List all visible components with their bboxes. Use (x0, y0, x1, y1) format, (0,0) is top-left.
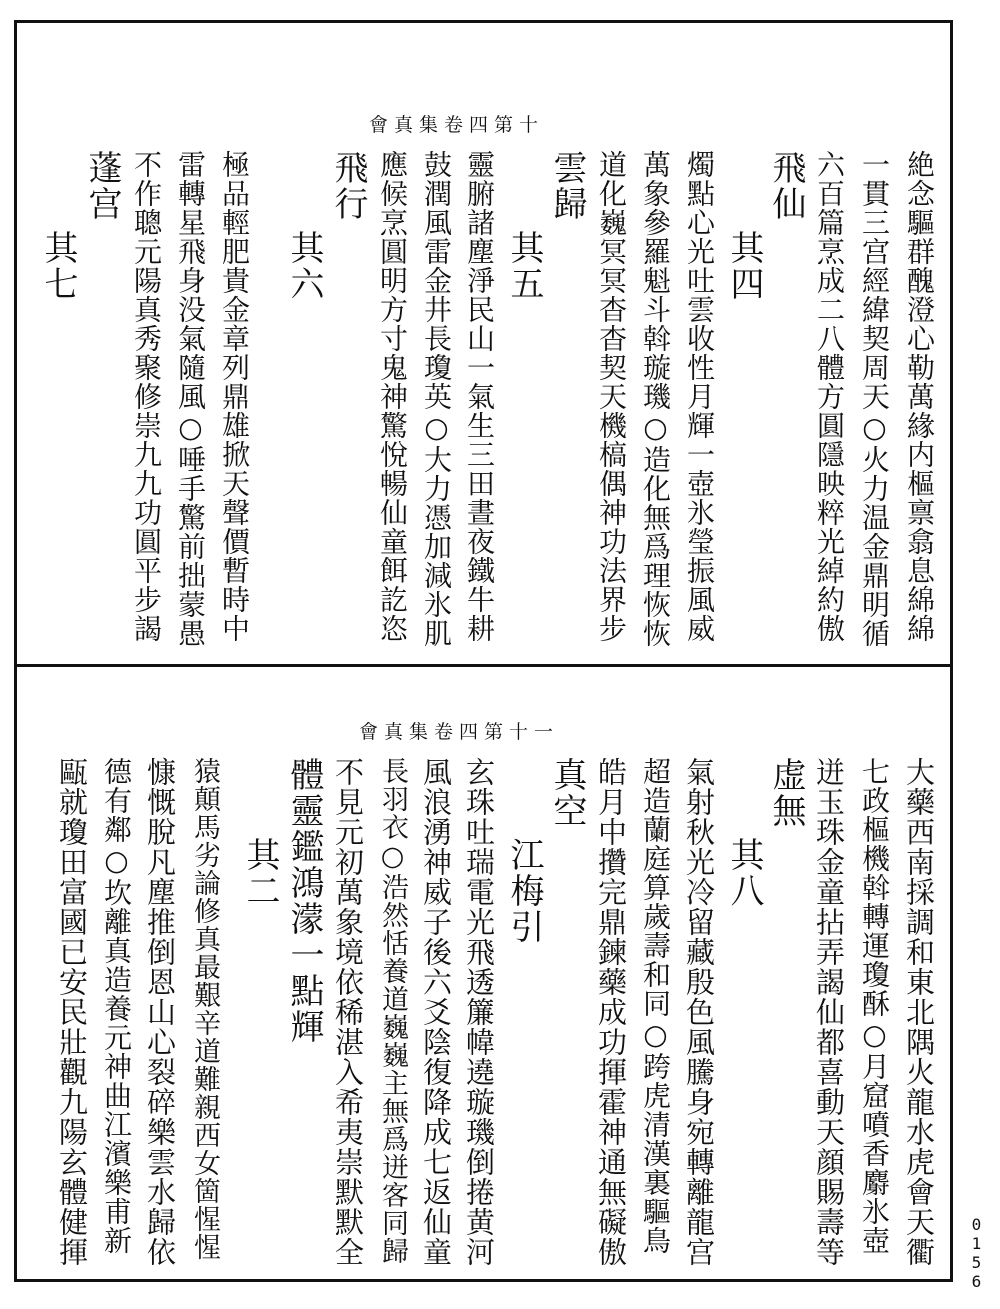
text-column: 皓月中攢完鼎鍊藥成功揮霍神通無礙傲 (594, 757, 628, 1267)
text-column: 真空 (547, 757, 587, 829)
text-column: 飛仙 (766, 150, 806, 222)
text-column: 六百篇烹成二八體方圓隱映粹光綽約傲 (813, 150, 846, 643)
text-column: 猿顛馬劣論修真最艱辛道難親西女箇惺惺 (189, 757, 220, 1261)
text-column: 大藥西南採調和東北隅火龍水虎會天衢 (902, 757, 936, 1267)
text-column: 體靈鑑鴻濛一點輝 (284, 757, 324, 1045)
text-column: 靈腑諸塵淨民山一氣生三田晝夜鐵牛耕 (463, 150, 496, 643)
text-column: 絶念驅群醜澄心勒萬緣内樞禀翕息綿綿 (903, 150, 936, 643)
section-heading: 其五 (504, 230, 544, 302)
text-column: 燭點心光吐雲收性月輝一壺氷瑩振風威 (683, 150, 716, 643)
text-column: 德有鄰○坎離真造養元神曲江濱樂甫新 (100, 757, 133, 1255)
text-column: 甌就瓊田富國已安民壯觀九陽玄體健揮 (55, 757, 89, 1267)
text-column: 玄珠吐瑞電光飛透簾幃遶璇璣倒捲黄河 (462, 757, 496, 1267)
text-column: 一貫三宫經緯契周天○火力温金鼎明循 (858, 150, 891, 648)
text-column: 鼓潤風雷金井長瓊英○大力憑加減氷肌 (420, 150, 453, 648)
section-heading: 其六 (284, 230, 324, 302)
text-column: 雷轉星飛身没氣隨風○唾手驚前拙蒙愚 (174, 150, 207, 648)
text-column: 迸玉珠金童拈弄謁仙都喜動天顔賜壽等 (812, 757, 846, 1267)
page-number: 0156 (967, 1215, 986, 1291)
section-heading: 其八 (724, 837, 764, 909)
section-heading: 其四 (724, 230, 764, 302)
text-column: 慷慨脫凡塵推倒恩山心裂碎樂雲水歸依 (143, 757, 177, 1267)
section-heading: 江梅引 (504, 837, 544, 945)
text-column: 長羽衣○浩然恬養道巍巍主無爲迸客同歸 (377, 757, 408, 1265)
section-heading: 其七 (38, 230, 78, 302)
bottom-page (14, 667, 953, 1282)
top-page-header: 會真集卷四第十 (369, 114, 545, 136)
text-column: 極品輕肥貴金章列鼎雄掀天聲價暫時中 (218, 150, 251, 643)
top-page (14, 20, 953, 664)
text-column: 超造蘭庭算歲壽和同○跨虎清漢裏驅鳥 (639, 757, 672, 1255)
section-heading: 其二 (240, 837, 280, 909)
text-column: 氣射秋光冷留藏殷色風騰身宛轉離龍宫 (682, 757, 716, 1267)
text-column: 不作聰元陽真秀聚修崇九九功圓平步謁 (130, 150, 163, 643)
bottom-page-header: 會真集卷四第十一 (359, 721, 560, 743)
text-column: 蓬宫 (82, 150, 122, 222)
text-column: 不見元初萬象境依稀湛入希夷崇默默全 (331, 757, 365, 1267)
text-column: 萬象參羅魁斗斡璇璣○造化無爲理恢恢 (639, 150, 672, 648)
text-column: 道化巍冥冥杳杳契天機槁偶神功法界步 (595, 150, 628, 643)
text-column: 飛行 (328, 150, 368, 222)
text-column: 雲歸 (547, 150, 587, 222)
text-column: 風浪湧神威子後六爻陰復降成七返仙童 (419, 757, 453, 1267)
text-column: 應候烹圓明方寸鬼神驚悅暢仙童餌訖恣 (376, 150, 409, 643)
text-column: 七政樞機斡轉運瓊酥○月窟噴香麝氷壺 (858, 757, 891, 1255)
text-column: 虚無 (766, 757, 806, 829)
